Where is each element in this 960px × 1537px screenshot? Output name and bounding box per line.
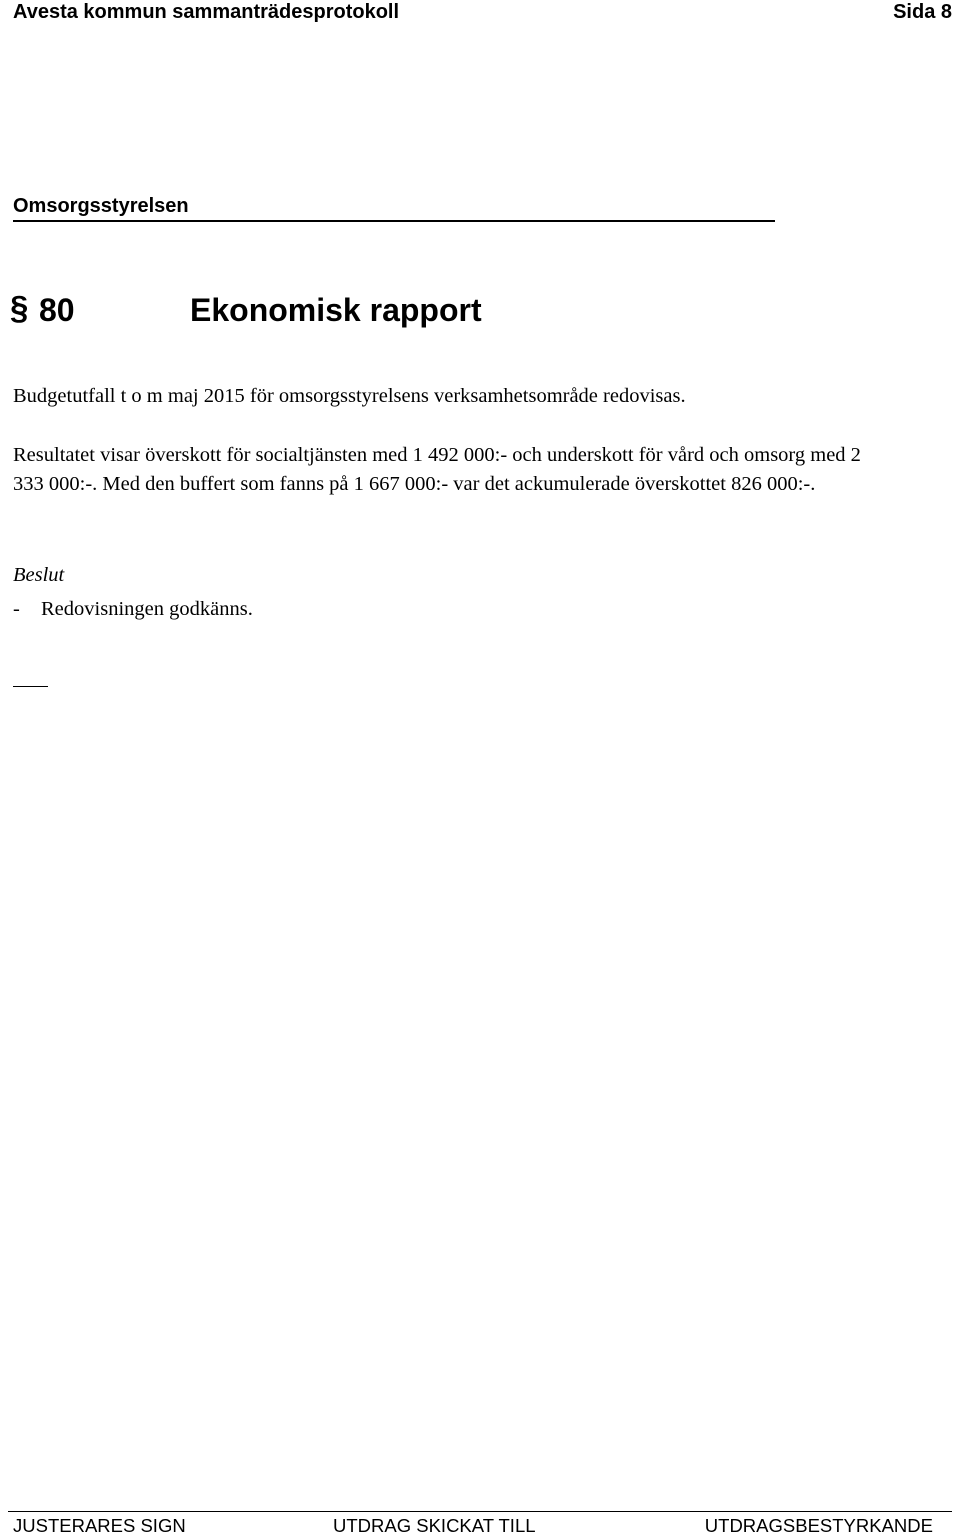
section-sign: § — [10, 289, 29, 326]
footer-justerares-sign: JUSTERARES SIGN — [13, 1515, 186, 1536]
paragraph-result: Resultatet visar överskott för socialtjänsten med 1 492 000:- och underskott för vård och omsorg med 2 333 000:-. Med den buffert som fanns på 1 667 000:- var det ackumulerade överskottet 826 000:-. — [13, 444, 861, 495]
committee-underline — [13, 220, 775, 222]
decision-text: Redovisningen godkänns. — [41, 598, 253, 620]
document-title: Avesta kommun sammanträdesprotokoll — [13, 1, 400, 23]
footer-utdragsbestyrkande: UTDRAGSBESTYRKANDE — [704, 1515, 933, 1536]
paragraph-budget: Budgetutfall t o m maj 2015 för omsorgsstyrelsens verksamhetsområde redovisas. — [13, 385, 686, 407]
section-title: Ekonomisk rapport — [190, 292, 482, 328]
footer-utdrag-skickat-till: UTDRAG SKICKAT TILL — [333, 1515, 536, 1536]
decision-heading: Beslut — [13, 564, 65, 586]
section-end-rule — [13, 686, 48, 687]
decision-bullet: - — [13, 598, 20, 620]
committee-heading: Omsorgsstyrelsen — [13, 195, 189, 217]
page-number: Sida 8 — [893, 1, 952, 23]
section-number: 80 — [39, 292, 75, 328]
decision-item — [13, 596, 253, 622]
footer-rule — [8, 1511, 952, 1512]
